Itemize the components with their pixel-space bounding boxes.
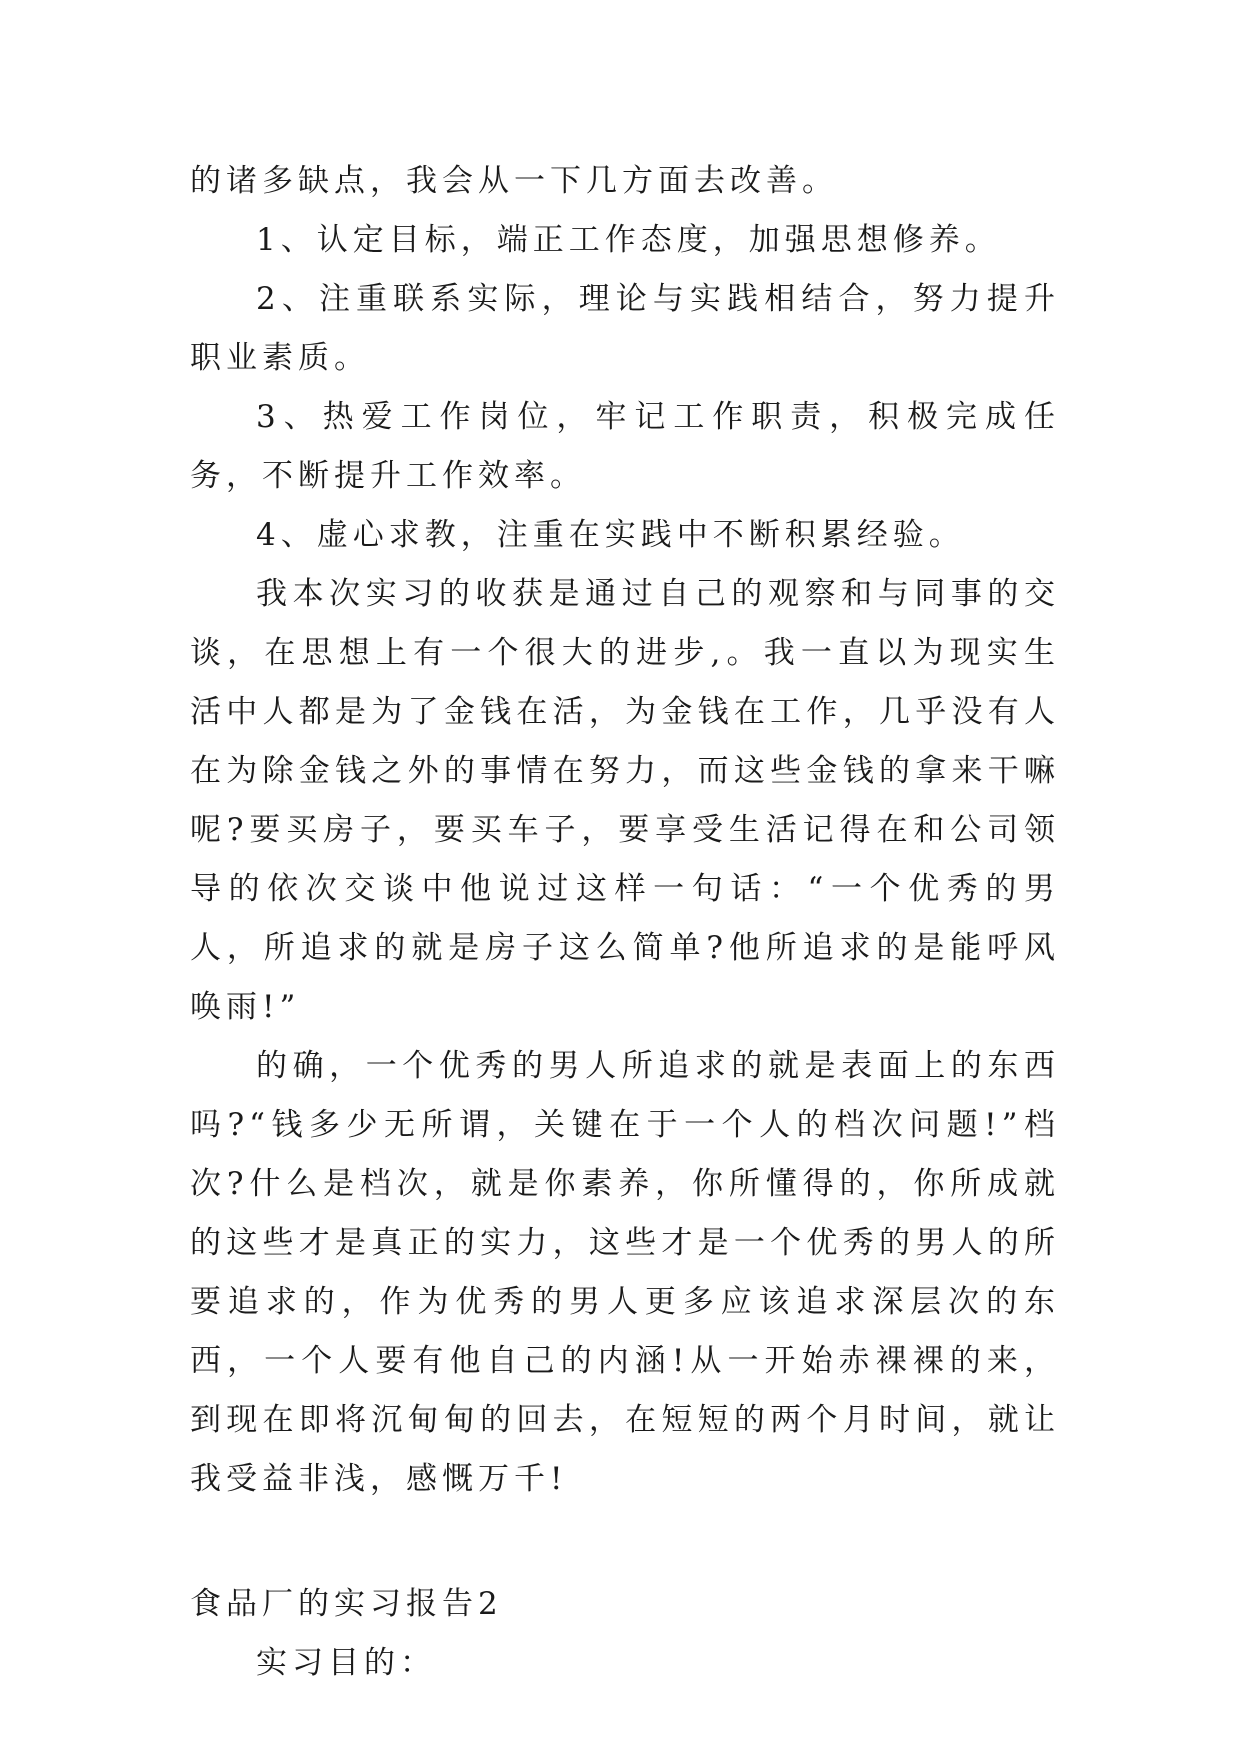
list-item-4: 4、虚心求教，注重在实践中不断积累经验。 <box>256 517 965 553</box>
document-body <box>190 152 1060 1693</box>
section-subheading: 实习目的： <box>256 1645 436 1681</box>
section-title: 食品厂的实习报告2 <box>190 1586 503 1622</box>
list-item-1: 1、认定目标，端正工作态度，加强思想修养。 <box>256 222 1001 258</box>
paragraph-continuation: 的诸多缺点，我会从一下几方面去改善。 <box>190 163 838 199</box>
list-item-3: 3、热爱工作岗位，牢记工作职责，积极完成任务，不断提升工作效率。 <box>190 399 1060 494</box>
list-item-2: 2、注重联系实际，理论与实践相结合，努力提升职业素质。 <box>190 281 1060 376</box>
paragraph-reflection: 的确，一个优秀的男人所追求的就是表面上的东西吗?“钱多少无所谓，关键在于一个人的档次问题!”档次?什么是档次，就是你素养，你所懂得的，你所成就的这些才是真正的实力，这些才是一个优秀的男人的所要追求的，作为优秀的男人更多应该追求深层次的东西，一个人要有他自己的内涵!从一开始赤裸裸的来，到现在即将沉甸甸的回去，在短短的两个月时间，就让我受益非浅，感慨万千! <box>190 1048 1060 1497</box>
paragraph-harvest: 我本次实习的收获是通过自己的观察和与同事的交谈，在思想上有一个很大的进步,。我一直以为现实生活中人都是为了金钱在活，为金钱在工作，几乎没有人在为除金钱之外的事情在努力，而这些金钱的拿来干嘛呢?要买房子，要买车子，要享受生活记得在和公司领导的依次交谈中他说过这样一句话：“一个优秀的男人，所追求的就是房子这么简单?他所追求的是能呼风唤雨!” <box>190 576 1060 1025</box>
